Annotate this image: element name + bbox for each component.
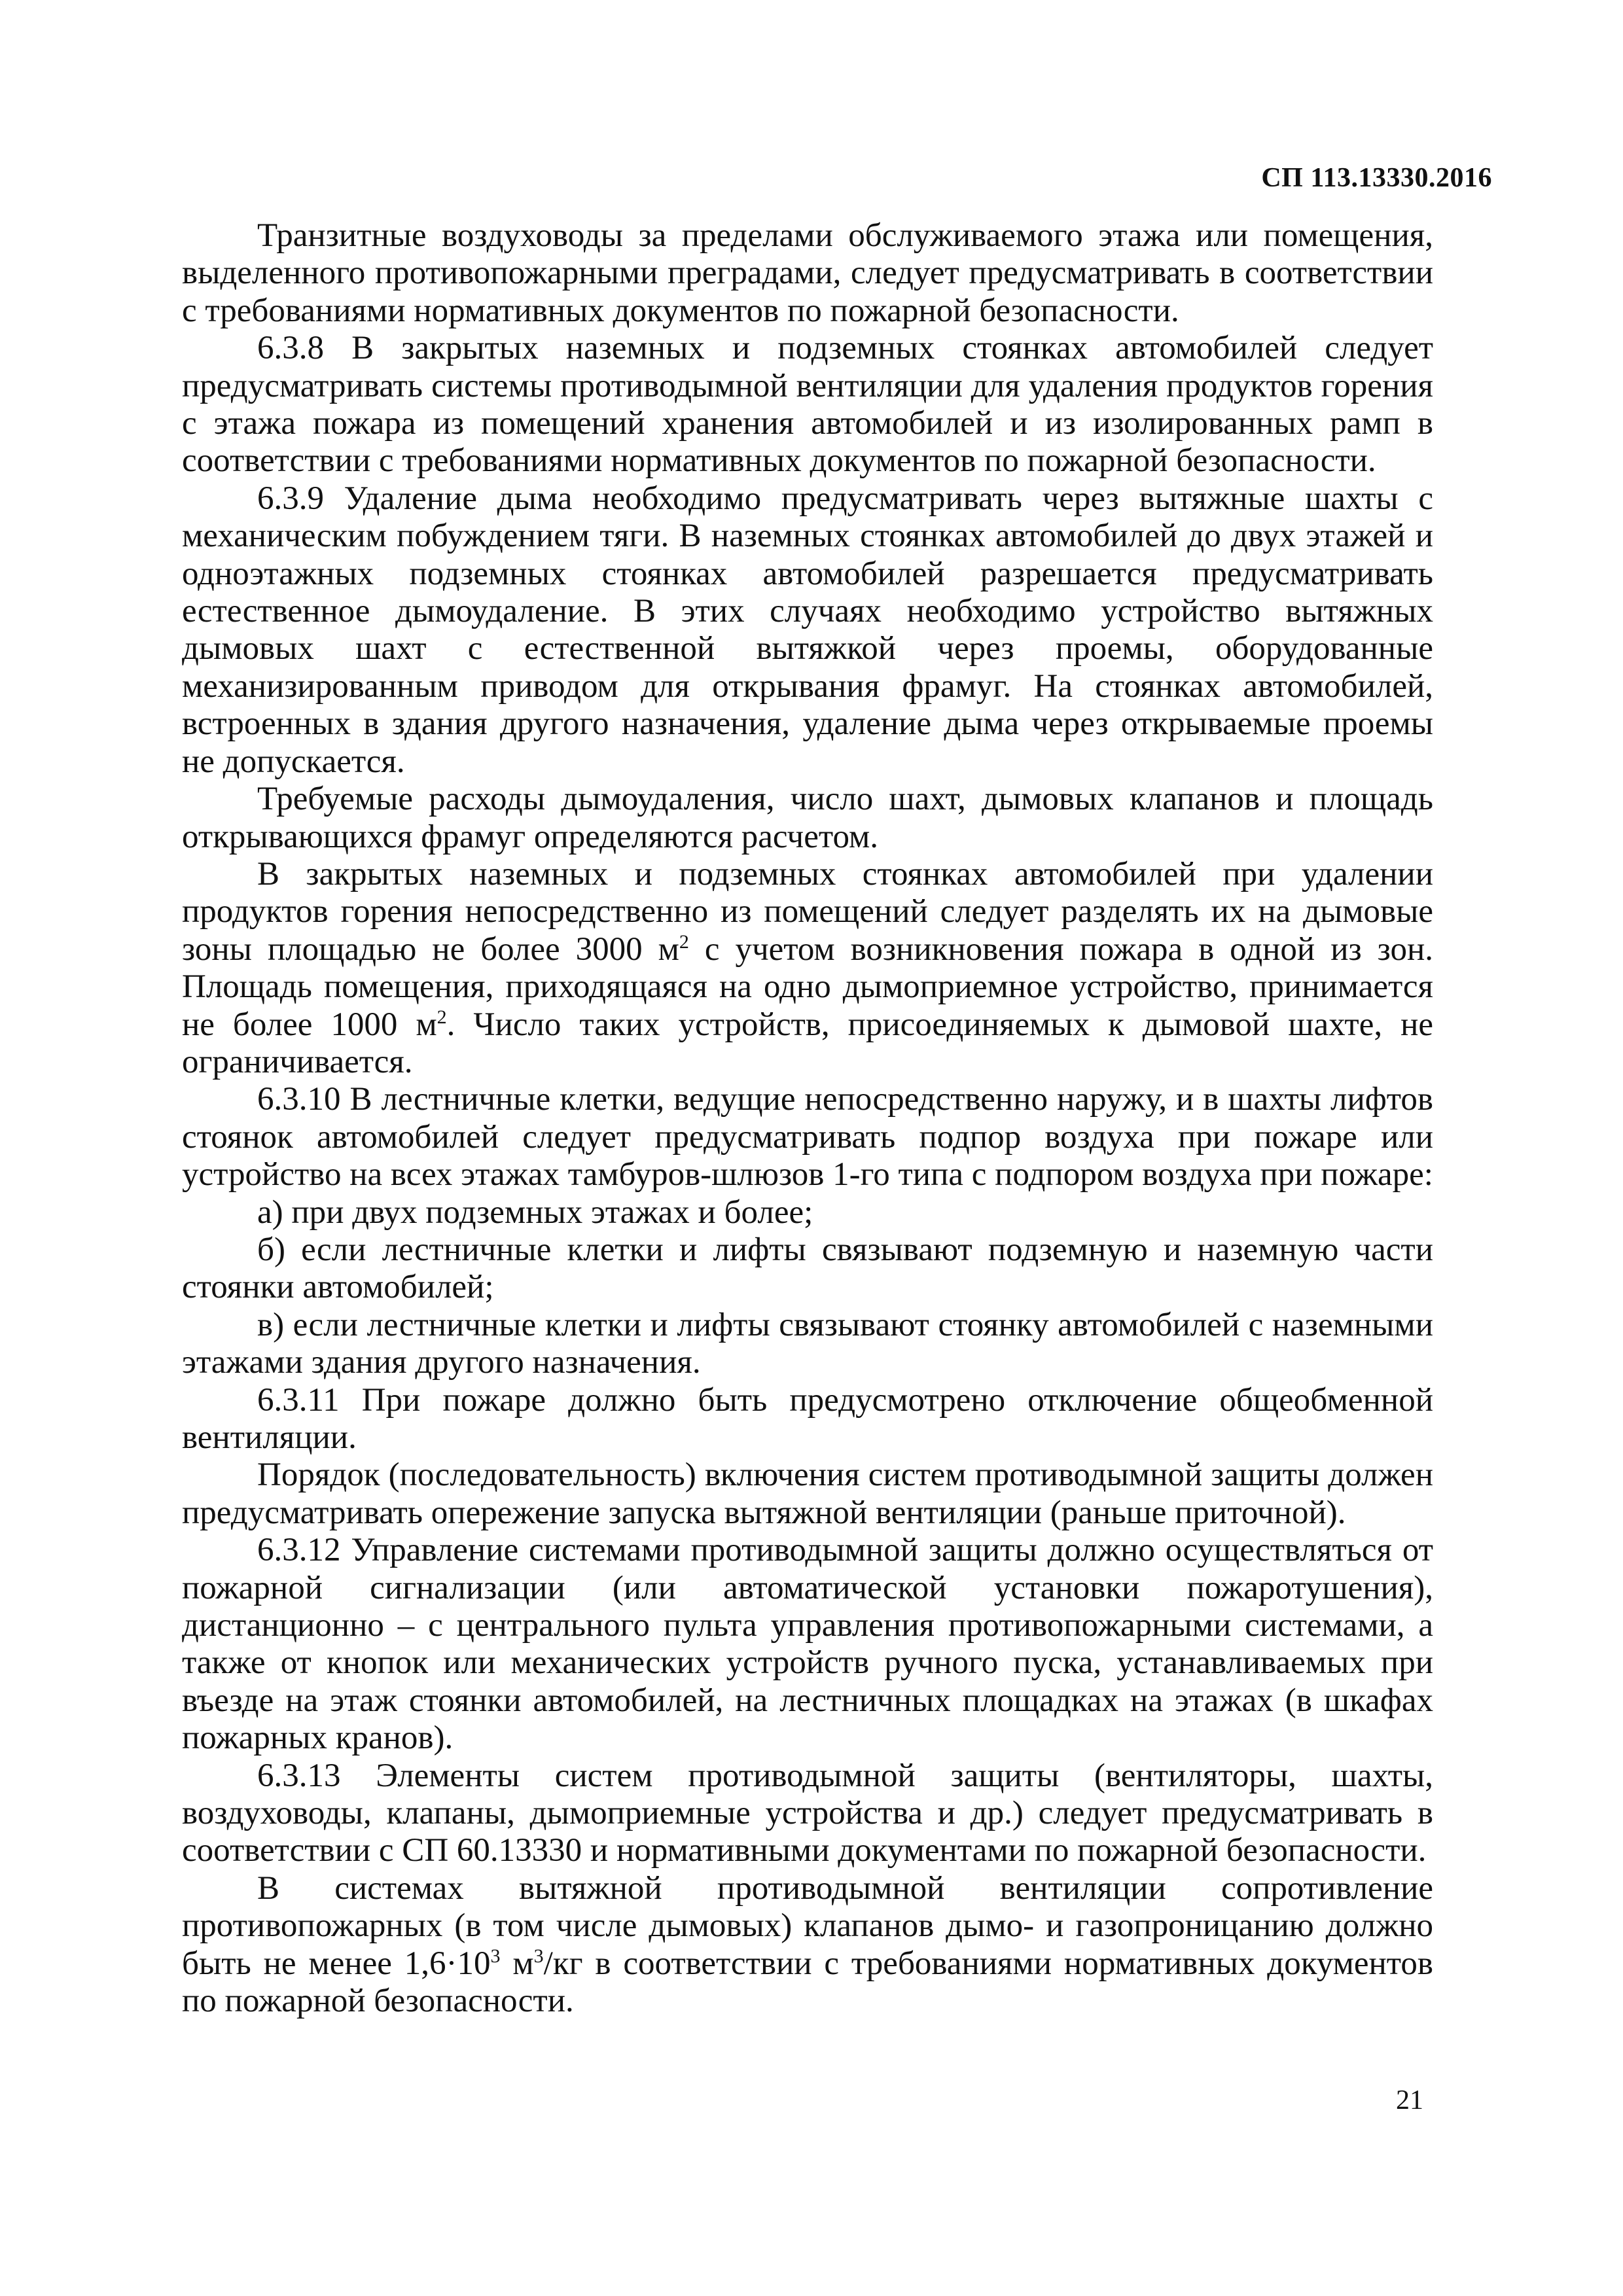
superscript: 2 bbox=[437, 1006, 447, 1028]
paragraph-6-3-9: 6.3.9 Удаление дыма необходимо предусматривать через вытяжные шахты с механическим побуждением тяги. В наземных стоянках автомобилей до двух этажей и одноэтажных подземных стоянках автомобилей разрешается предусматривать естественное дымоудаление. В этих случаях необходимо устройство вытяжных дымовых шахт с естественной вытяжкой через проемы, оборудованные механизированным приводом для открывания фрамуг. На стоянках автомобилей, встроенных в здания другого назначения, удаление дыма через открываемые проемы не допускается. bbox=[182, 480, 1433, 780]
paragraph-smoke-zones bbox=[182, 856, 1433, 1081]
document-code: СП 113.13330.2016 bbox=[1261, 163, 1492, 193]
text-run: м bbox=[500, 1945, 534, 1982]
superscript: 2 bbox=[679, 930, 689, 953]
paragraph-valve-resistance bbox=[182, 1870, 1433, 2021]
list-item-a: а) при двух подземных этажах и более; bbox=[257, 1193, 813, 1231]
paragraph-transit-ducts: Транзитные воздуховоды за пределами обслуживаемого этажа или помещения, выделенного противопожарными преградами, следует предусматривать в соответствии с требованиями нормативных документов по пожарной безопасности. bbox=[182, 217, 1433, 329]
text-run: с учетом возникновения пожара в одной из зон. Площадь помещения, приходящаяся на одно дымоприемное устройство, принимается не более 1000 м bbox=[182, 930, 1433, 1043]
list-item-c: в) если лестничные клетки и лифты связывают стоянку автомобилей с наземными этажами здания другого назначения. bbox=[182, 1306, 1433, 1381]
text-run: В закрытых наземных и подземных стоянках автомобилей при удалении продуктов горения непосредственно из помещений следует разделять их на дымовые зоны площадью не более 3000 м bbox=[182, 855, 1433, 968]
paragraph-6-3-10: 6.3.10 В лестничные клетки, ведущие непосредственно наружу, и в шахты лифтов стоянок автомобилей следует предусматривать подпор воздуха при пожаре или устройство на всех этажах тамбуров-шлюзов 1-го типа с подпором воздуха при пожаре: bbox=[182, 1081, 1433, 1193]
paragraph-smoke-calc: Требуемые расходы дымоудаления, число шахт, дымовых клапанов и площадь открывающихся фрамуг определяются расчетом. bbox=[182, 781, 1433, 855]
text-run: В системах вытяжной противодымной вентиляции сопротивление противопожарных (в том числе дымовых) клапанов дымо- и газопроницанию должно быть не менее 1,6·10 bbox=[182, 1869, 1433, 1982]
paragraph-6-3-12: 6.3.12 Управление системами противодымной защиты должно осуществляться от пожарной сигнализации (или автоматической установки пожаротушения), дистанционно – с центрального пульта управления противопожарными системами, а также от кнопок или механических устройств ручного пуска, устанавливаемых при въезде на этаж стоянки автомобилей, на лестничных площадках на этажах (в шкафах пожарных кранов). bbox=[182, 1532, 1433, 1757]
paragraph-6-3-8: 6.3.8 В закрытых наземных и подземных стоянках автомобилей следует предусматривать системы противодымной вентиляции для удаления продуктов горения с этажа пожара из помещений хранения автомобилей и из изолированных рамп в соответствии с требованиями нормативных документов по пожарной безопасности. bbox=[182, 330, 1433, 480]
superscript: 3 bbox=[533, 1945, 544, 1967]
document-body bbox=[182, 217, 1433, 2021]
text-run: /кг в соответствии с требованиями нормативных документов по пожарной безопасности. bbox=[182, 1945, 1433, 2020]
text-run: . Число таких устройств, присоединяемых к дымовой шахте, не ограничивается. bbox=[182, 1006, 1434, 1080]
superscript: 3 bbox=[490, 1945, 501, 1967]
paragraph-6-3-11: 6.3.11 При пожаре должно быть предусмотрено отключение общеобменной вентиляции. bbox=[182, 1381, 1433, 1456]
paragraph-activation-order: Порядок (последовательность) включения систем противодымной защиты должен предусматривать опережение запуска вытяжной вентиляции (раньше приточной). bbox=[182, 1457, 1433, 1531]
page-number: 21 bbox=[1396, 2085, 1423, 2115]
list-item-b: б) если лестничные клетки и лифты связывают подземную и наземную части стоянки автомобилей; bbox=[182, 1231, 1433, 1306]
paragraph-6-3-13: 6.3.13 Элементы систем противодымной защиты (вентиляторы, шахты, воздуховоды, клапаны, дымоприемные устройства и др.) следует предусматривать в соответствии с СП 60.13330 и нормативными документами по пожарной безопасности. bbox=[182, 1757, 1433, 1869]
